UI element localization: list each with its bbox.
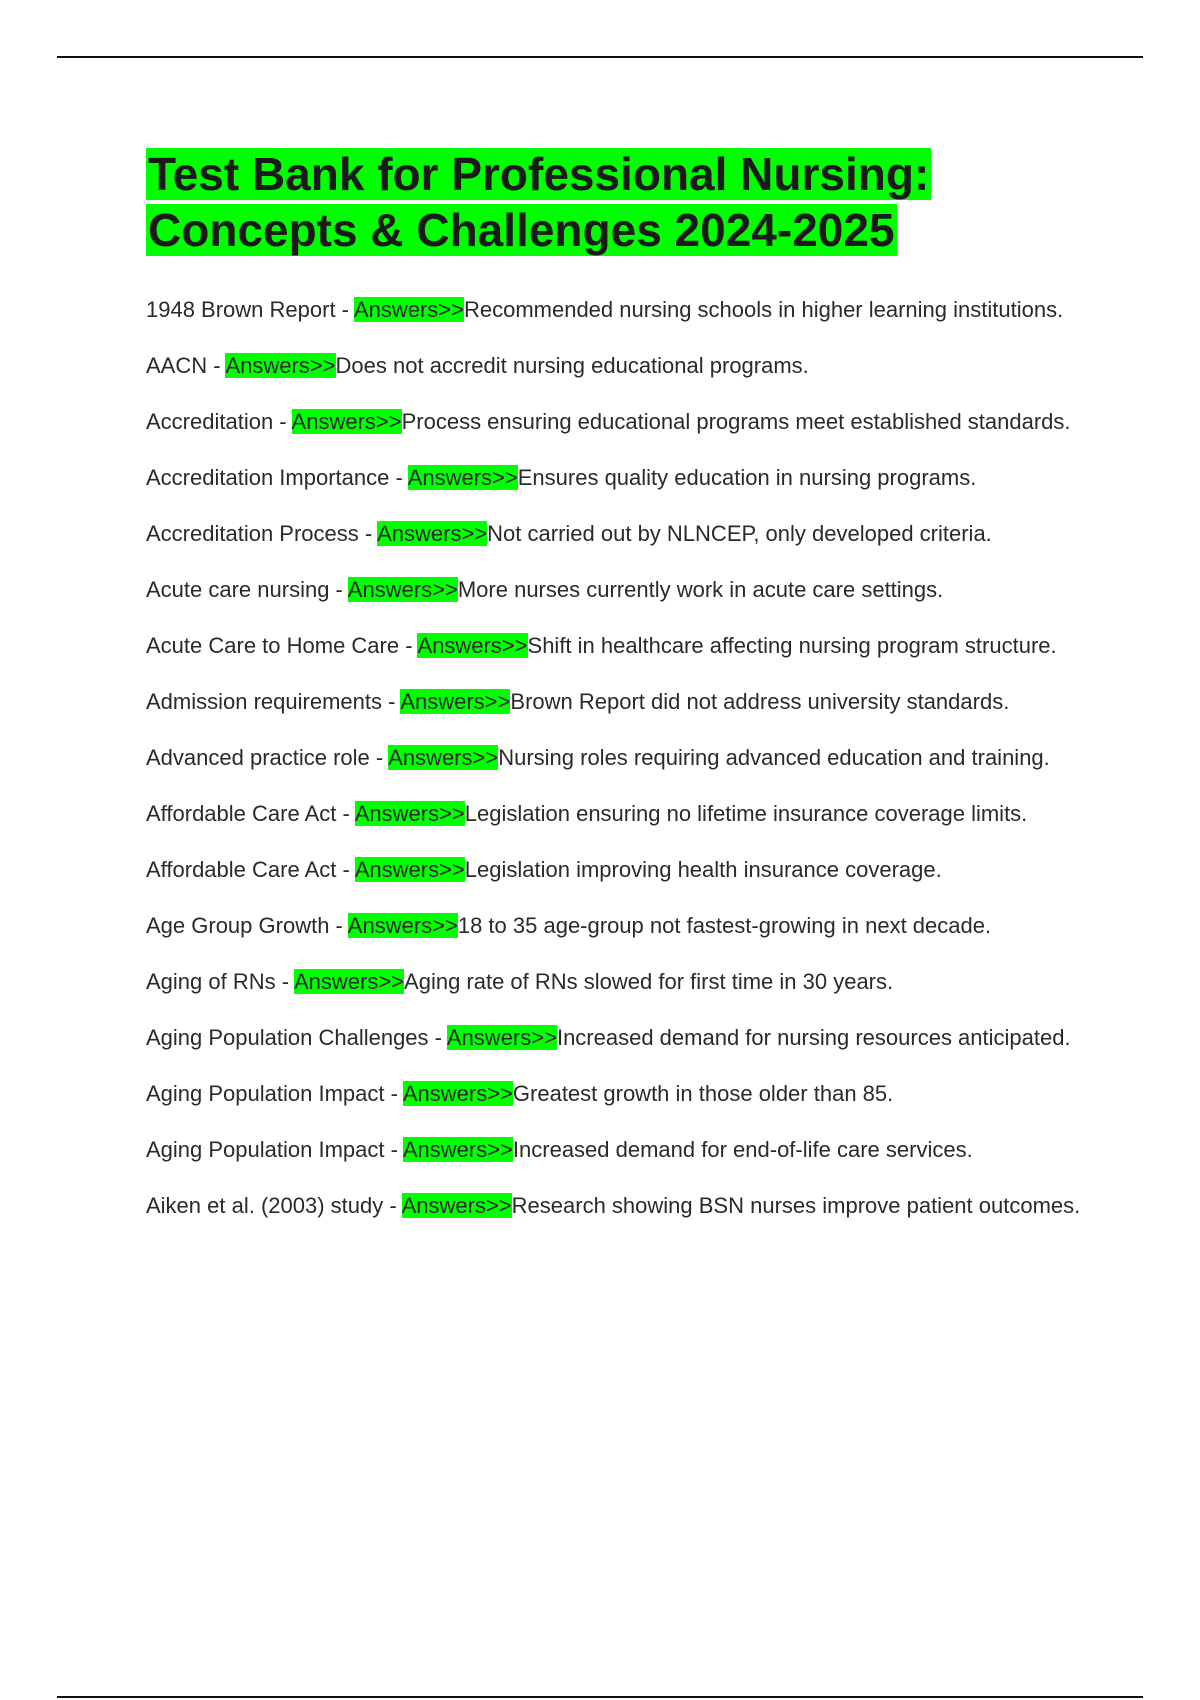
answer-tag: Answers>> [377, 521, 488, 546]
entry-separator: - [336, 857, 355, 882]
entry-separator: - [399, 633, 418, 658]
entry-list [146, 296, 1096, 1220]
list-item [146, 968, 1096, 996]
entry-term: Affordable Care Act [146, 801, 337, 826]
entry-answer: Greatest growth in those older than 85. [512, 1081, 894, 1106]
entry-separator: - [389, 465, 408, 490]
entry-separator: - [384, 1137, 403, 1162]
entry-term: Aging Population Impact [146, 1081, 385, 1106]
entry-term: Acute Care to Home Care [146, 633, 400, 658]
list-item [146, 464, 1096, 492]
entry-separator: - [335, 297, 354, 322]
entry-separator: - [358, 521, 378, 546]
list-item [146, 1192, 1096, 1220]
entry-separator: - [381, 689, 401, 714]
entry-term: 1948 Brown Report [146, 297, 336, 322]
entry-term: Accreditation Importance [146, 465, 390, 490]
document-body [146, 146, 1096, 1248]
bottom-rule [57, 1696, 1143, 1698]
list-item [146, 1080, 1096, 1108]
answer-tag: Answers>> [347, 577, 458, 602]
list-item [146, 1136, 1096, 1164]
entry-term: Aging Population Impact [146, 1137, 385, 1162]
answer-tag: Answers>> [388, 745, 499, 770]
entry-answer: More nurses currently work in acute care settings. [457, 577, 944, 602]
answer-tag: Answers>> [401, 1193, 512, 1218]
entry-answer: 18 to 35 age-group not fastest-growing in next decade. [457, 913, 992, 938]
answer-tag: Answers>> [293, 969, 405, 994]
entry-answer: Aging rate of RNs slowed for first time in 30 years. [404, 969, 894, 994]
entry-separator: - [329, 913, 348, 938]
entry-separator: - [336, 801, 355, 826]
answer-tag: Answers>> [354, 857, 465, 882]
answer-tag: Answers>> [417, 633, 528, 658]
answer-tag: Answers>> [446, 1025, 557, 1050]
answer-tag: Answers>> [353, 297, 464, 322]
entry-answer: Not carried out by NLNCEP, only developed criteria. [487, 521, 992, 546]
entry-term: Admission requirements [146, 689, 382, 714]
top-rule [57, 56, 1143, 58]
answer-tag: Answers>> [407, 465, 518, 490]
entry-separator: - [329, 577, 348, 602]
entry-term: Acute care nursing [146, 577, 330, 602]
list-item [146, 576, 1096, 604]
entry-answer: Increased demand for nursing resources anticipated. [556, 1025, 1071, 1050]
entry-answer: Legislation improving health insurance coverage. [464, 857, 942, 882]
list-item [146, 912, 1096, 940]
entry-term: Aging of RNs [146, 969, 276, 994]
title-line-2: Concepts & Challenges 2024-2025 [148, 204, 895, 256]
list-item [146, 352, 1096, 380]
entry-answer: Increased demand for end-of-life care services. [512, 1137, 973, 1162]
entry-answer: Shift in healthcare affecting nursing program structure. [527, 633, 1057, 658]
entry-separator: - [273, 409, 292, 434]
entry-term: AACN [146, 353, 208, 378]
entry-answer: Ensures quality education in nursing programs. [517, 465, 977, 490]
entry-answer: Does not accredit nursing educational programs. [335, 353, 809, 378]
entry-term: Aging Population Challenges [146, 1025, 429, 1050]
list-item [146, 856, 1096, 884]
entry-answer: Process ensuring educational programs meet established standards. [401, 409, 1071, 434]
entry-term: Accreditation Process [146, 521, 359, 546]
list-item [146, 1024, 1096, 1052]
list-item [146, 408, 1096, 436]
answer-tag: Answers>> [225, 353, 336, 378]
entry-separator: - [275, 969, 294, 994]
title-line-1: Test Bank for Professional Nursing: [148, 148, 930, 200]
list-item [146, 744, 1096, 772]
list-item [146, 296, 1096, 324]
entry-separator: - [384, 1081, 403, 1106]
entry-separator: - [383, 1193, 402, 1218]
list-item [146, 520, 1096, 548]
entry-answer: Brown Report did not address university standards. [510, 689, 1010, 714]
answer-tag: Answers>> [291, 409, 402, 434]
entry-term: Aiken et al. (2003) study [146, 1193, 384, 1218]
entry-answer: Legislation ensuring no lifetime insurance coverage limits. [464, 801, 1028, 826]
entry-term: Advanced practice role [146, 745, 370, 770]
answer-tag: Answers>> [402, 1137, 513, 1162]
entry-term: Accreditation [146, 409, 274, 434]
list-item [146, 688, 1096, 716]
list-item [146, 800, 1096, 828]
entry-term: Age Group Growth [146, 913, 330, 938]
answer-tag: Answers>> [347, 913, 458, 938]
entry-separator: - [207, 353, 226, 378]
answer-tag: Answers>> [354, 801, 465, 826]
entry-answer: Recommended nursing schools in higher learning institutions. [463, 297, 1064, 322]
entry-term: Affordable Care Act [146, 857, 337, 882]
answer-tag: Answers>> [402, 1081, 513, 1106]
entry-separator: - [369, 745, 389, 770]
answer-tag: Answers>> [400, 689, 511, 714]
document-title [146, 146, 1096, 258]
entry-answer: Nursing roles requiring advanced education and training. [498, 745, 1050, 770]
entry-answer: Research showing BSN nurses improve patient outcomes. [511, 1193, 1081, 1218]
entry-separator: - [428, 1025, 447, 1050]
list-item [146, 632, 1096, 660]
